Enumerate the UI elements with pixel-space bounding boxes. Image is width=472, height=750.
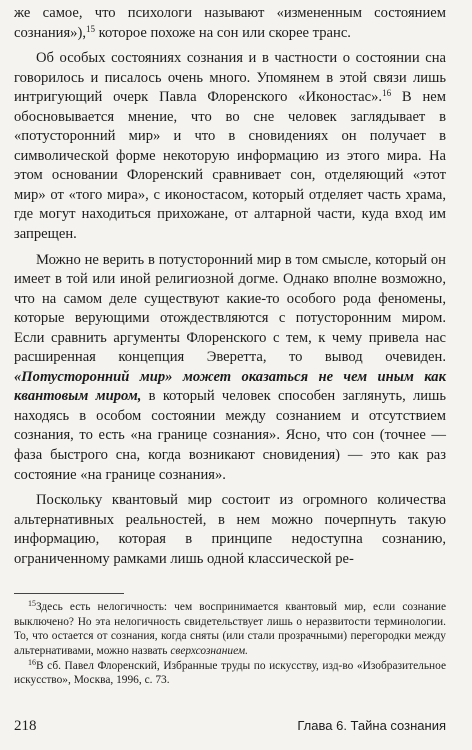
text-run: же самое, что психологи называют «измененным состоянием сознания»), bbox=[14, 5, 446, 41]
text-run: Поскольку квантовый мир состоит из огромного количества альтернативных реальностей, в нем можно почерпнуть такую информацию, которая в принципе недоступна сознанию, ограниченному рамками лишь одной классической ре- bbox=[14, 492, 446, 567]
text-run: Об особых состояниях сознания и в частности о состоянии сна говорилось и писалось очень много. Упомянем в этой связи лишь интригующий очерк Павла Флоренского «Иконостас». bbox=[14, 50, 446, 106]
page-number: 218 bbox=[14, 718, 37, 734]
text-run: сверхсознанием. bbox=[170, 644, 248, 657]
paragraph-p2 bbox=[14, 49, 446, 244]
footnote-ref: 15 bbox=[28, 599, 36, 609]
main-text bbox=[14, 4, 446, 569]
text-run: Здесь есть нелогичность: чем воспринимается квантовый мир, если сознание выключено? Но эта нелогичность свидетельствует лишь о неразвитости терминологии. То, что остается от сознания, когда сняты (или стали прозрачными) перегородки между альтернативами, можно назвать bbox=[14, 601, 446, 657]
text-run: В нем обосновывается мнение, что во сне человек заглядывает в «потусторонний мир» и что в сновидениях он получает в символической форме некоторую информацию из этого мира. На этом основании Флоренский сравнивает сон, отделяющий «этот мир» от «того мира», с иконостасом, который отделяет часть храма, где могут находиться прихожане, от алтарной части, куда вход им запрещен. bbox=[14, 89, 446, 243]
paragraph-p3 bbox=[14, 251, 446, 486]
footnotes bbox=[14, 600, 446, 687]
footnote-ref: 15 bbox=[85, 23, 96, 34]
footnote-ref: 16 bbox=[382, 88, 392, 99]
text-run: В сб. Павел Флоренский, Избранные труды по искусству, изд-во «Изобразительное искусство», Москва, 1996, с. 73. bbox=[14, 659, 446, 687]
text-run: Можно не верить в потусторонний мир в том смысле, который он имеет в той или иной религиозной догме. Однако вполне возможно, что на самом деле существуют какие-то особого рода феномены, которые верующими отождествляются с потусторонним миром. Если сравнить аргументы Флоренского с тем, к чему привела нас расширенная концепция Эверетта, то вывод очевиден. bbox=[14, 251, 446, 366]
footnote-fn15 bbox=[14, 600, 446, 658]
page-footer bbox=[14, 718, 446, 735]
text-run: «Потусторонний мир» может оказаться не чем иным как квантовым миром, bbox=[14, 368, 446, 405]
footnote-ref: 16 bbox=[28, 657, 36, 667]
paragraph-p1 bbox=[14, 4, 446, 43]
running-head: Глава 6. Тайна сознания bbox=[297, 718, 446, 733]
paragraph-p4 bbox=[14, 491, 446, 569]
text-run: в который человек способен заглянуть, лишь находясь в особом состоянии между сознанием и отсутствием сознания, то есть «на границе сознания». Ясно, что сон (точнее — фаза быстрого сна, когда возникают сновидения) — это как раз состояние «на границе сознания». bbox=[14, 388, 446, 483]
footnote-fn16 bbox=[14, 659, 446, 688]
text-run: которое похоже на сон или скорее транс. bbox=[95, 24, 351, 41]
footnote-divider bbox=[14, 593, 124, 594]
